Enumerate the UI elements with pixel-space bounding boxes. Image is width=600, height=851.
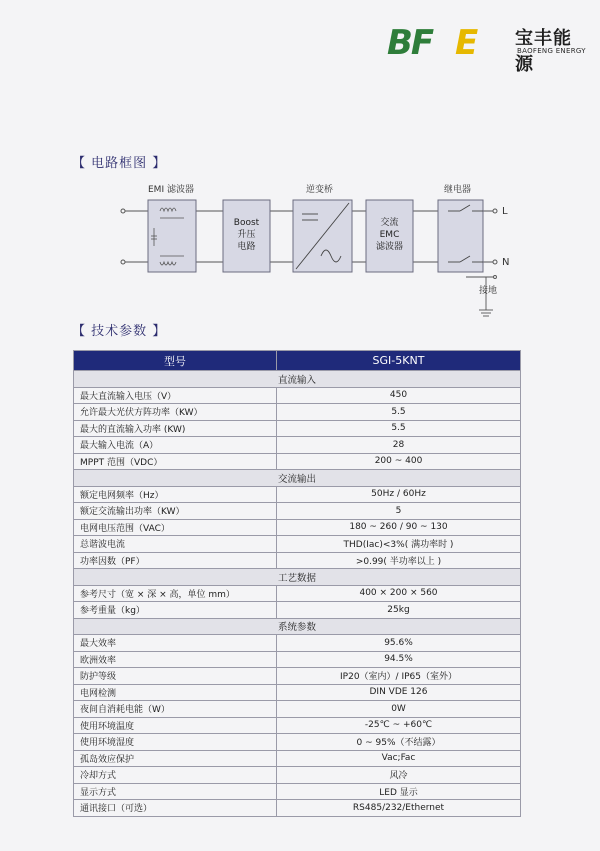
- spec-row: [74, 387, 521, 404]
- spec-key: 使用环境温度: [74, 717, 277, 734]
- spec-value: -25℃ ~ +60℃: [277, 717, 521, 734]
- spec-key: MPPT 范围（VDC）: [74, 453, 277, 470]
- spec-value: >0.99( 半功率以上 ): [277, 552, 521, 569]
- spec-key: 最大的直流输入功率 (KW): [74, 420, 277, 437]
- header-model-label: 型号: [74, 351, 277, 371]
- spec-row: [74, 519, 521, 536]
- spec-section-title: 工艺数据: [74, 569, 521, 586]
- spec-value: 28: [277, 437, 521, 454]
- svg-text:BF: BF: [387, 23, 433, 62]
- spec-row: [74, 651, 521, 668]
- spec-key: 总谐波电流: [74, 536, 277, 553]
- spec-key: 最大直流输入电压（V）: [74, 387, 277, 404]
- spec-key: 通讯接口（可选）: [74, 800, 277, 817]
- circuit-diagram: [118, 180, 518, 320]
- spec-section-row: [74, 618, 521, 635]
- spec-key: 参考尺寸（宽 × 深 × 高，单位 mm）: [74, 585, 277, 602]
- spec-row: [74, 453, 521, 470]
- spec-value: 95.6%: [277, 635, 521, 652]
- svg-text:E: E: [455, 23, 479, 62]
- spec-value: 5.5: [277, 420, 521, 437]
- spec-value: 180 ~ 260 / 90 ~ 130: [277, 519, 521, 536]
- spec-value: 50Hz / 60Hz: [277, 486, 521, 503]
- ground-label: 接地: [479, 286, 498, 296]
- spec-row: [74, 552, 521, 569]
- spec-value: DIN VDE 126: [277, 684, 521, 701]
- spec-row: [74, 668, 521, 685]
- spec-key: 显示方式: [74, 783, 277, 800]
- spec-table: [73, 350, 521, 817]
- spec-key: 冷却方式: [74, 767, 277, 784]
- spec-section-row: [74, 569, 521, 586]
- spec-key: 允许最大光伏方阵功率（KW）: [74, 404, 277, 421]
- spec-value: 风冷: [277, 767, 521, 784]
- spec-value: 0W: [277, 701, 521, 718]
- spec-key: 额定交流输出功率（KW）: [74, 503, 277, 520]
- terminal-n-label: N: [502, 257, 510, 268]
- spec-row: [74, 420, 521, 437]
- spec-row: [74, 437, 521, 454]
- spec-key: 夜间自消耗电能（W）: [74, 701, 277, 718]
- spec-key: 功率因数（PF）: [74, 552, 277, 569]
- spec-key: 最大输入电流（A）: [74, 437, 277, 454]
- spec-key: 使用环境湿度: [74, 734, 277, 751]
- spec-row: [74, 503, 521, 520]
- spec-row: [74, 486, 521, 503]
- circuit-section-title: 【 电路框图 】: [72, 156, 167, 171]
- spec-key: 欧洲效率: [74, 651, 277, 668]
- spec-key: 参考重量（kg）: [74, 602, 277, 619]
- spec-row: [74, 635, 521, 652]
- circuit-diagram-drawing: [118, 180, 518, 320]
- spec-value: 450: [277, 387, 521, 404]
- spec-row: [74, 717, 521, 734]
- terminal-l-label: L: [502, 206, 508, 217]
- spec-section-title: 系统参数: [74, 618, 521, 635]
- spec-value: IP20（室内）/ IP65（室外）: [277, 668, 521, 685]
- spec-value: LED 显示: [277, 783, 521, 800]
- spec-row: [74, 800, 521, 817]
- spec-key: 最大效率: [74, 635, 277, 652]
- spec-value: 0 ~ 95%（不结露）: [277, 734, 521, 751]
- spec-value: 94.5%: [277, 651, 521, 668]
- header-model-value: SGI-5KNT: [277, 351, 521, 371]
- spec-key: 额定电网频率（Hz）: [74, 486, 277, 503]
- spec-row: [74, 536, 521, 553]
- logo-en-text: BAOFENG ENERGY: [517, 47, 586, 55]
- emi-filter-label: EMI 滤波器: [148, 185, 194, 195]
- spec-value: Vac;Fac: [277, 750, 521, 767]
- spec-row: [74, 767, 521, 784]
- spec-row: [74, 701, 521, 718]
- spec-section-row: [74, 470, 521, 487]
- spec-section-title: 交流输出: [74, 470, 521, 487]
- spec-value: 5: [277, 503, 521, 520]
- spec-row: [74, 750, 521, 767]
- spec-section-title: 【 技术参数 】: [72, 324, 167, 339]
- spec-key: 防护等级: [74, 668, 277, 685]
- brand-logo: [385, 22, 590, 75]
- spec-value: 200 ~ 400: [277, 453, 521, 470]
- spec-key: 孤岛效应保护: [74, 750, 277, 767]
- spec-row: [74, 684, 521, 701]
- relay-label: 继电器: [444, 185, 472, 195]
- spec-value: THD(Iac)<3%( 满功率时 ): [277, 536, 521, 553]
- inverter-label: 逆变桥: [306, 185, 334, 195]
- spec-key: 电网电压范围（VAC）: [74, 519, 277, 536]
- boost-box-text: Boost 升压 电路: [233, 218, 260, 252]
- spec-table-header: [74, 351, 521, 371]
- spec-value: RS485/232/Ethernet: [277, 800, 521, 817]
- spec-section-row: [74, 371, 521, 388]
- spec-row: [74, 734, 521, 751]
- spec-row: [74, 783, 521, 800]
- spec-section-title: 直流输入: [74, 371, 521, 388]
- spec-row: [74, 404, 521, 421]
- spec-value: 400 × 200 × 560: [277, 585, 521, 602]
- spec-row: [74, 585, 521, 602]
- bfe-logo-mark: [385, 22, 515, 62]
- spec-value: 25kg: [277, 602, 521, 619]
- ac-emc-box-text: 交流 EMC 滤波器: [375, 218, 403, 252]
- spec-key: 电网检测: [74, 684, 277, 701]
- spec-value: 5.5: [277, 404, 521, 421]
- logo-cn-text: 宝丰能源: [515, 28, 572, 75]
- spec-row: [74, 602, 521, 619]
